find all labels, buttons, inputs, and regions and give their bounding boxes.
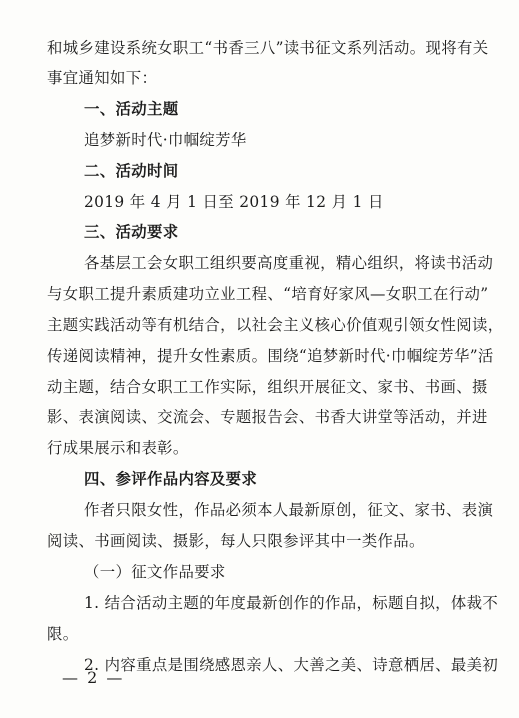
- list-item: 1. 结合活动主题的年度最新创作的作品，标题自拟，体裁不: [84, 594, 499, 612]
- list-item-continuation: 限。: [47, 625, 79, 643]
- paragraph-line: 与女职工提升素质建功立业工程、“培育好家风—女职工在行动”: [47, 285, 489, 303]
- section-heading-requirements: 三、活动要求: [84, 223, 179, 241]
- paragraph-line: 和城乡建设系统女职工“书香三八”读书征文系列活动。现将有关: [47, 39, 489, 57]
- theme-text: 追梦新时代·巾帼绽芳华: [84, 131, 247, 149]
- paragraph-line: 动主题，结合女职工工作实际，组织开展征文、家书、书画、摄: [47, 378, 488, 396]
- page-number: — 2 —: [62, 668, 125, 687]
- paragraph-line: 传递阅读精神，提升女性素质。围绕“追梦新时代·巾帼绽芳华”活: [47, 347, 494, 365]
- paragraph-line: 行成果展示和表彰。: [47, 439, 189, 457]
- section-heading-works: 四、参评作品内容及要求: [84, 470, 258, 488]
- paragraph-line: 主题实践活动等有机结合，以社会主义核心价值观引领女性阅读，: [47, 316, 504, 334]
- section-heading-theme: 一、活动主题: [84, 100, 179, 118]
- subsection-heading-essay: （一）征文作品要求: [84, 563, 226, 581]
- paragraph-line: 阅读、书画阅读、摄影，每人只限参评其中一类作品。: [47, 532, 425, 550]
- section-heading-time: 二、活动时间: [84, 162, 179, 180]
- paragraph-line: 各基层工会女职工组织要高度重视，精心组织，将读书活动: [84, 254, 494, 272]
- paragraph-line: 作者只限女性，作品必须本人最新原创，征文、家书、表演: [84, 501, 494, 519]
- paragraph-line: 影、表演阅读、交流会、专题报告会、书香大讲堂等活动，并进: [47, 408, 488, 426]
- list-item: 2. 内容重点是围绕感恩亲人、大善之美、诗意栖居、最美初: [84, 656, 499, 674]
- time-text: 2019 年 4 月 1 日至 2019 年 12 月 1 日: [84, 193, 384, 211]
- paragraph-line: 事宜通知如下：: [47, 69, 158, 87]
